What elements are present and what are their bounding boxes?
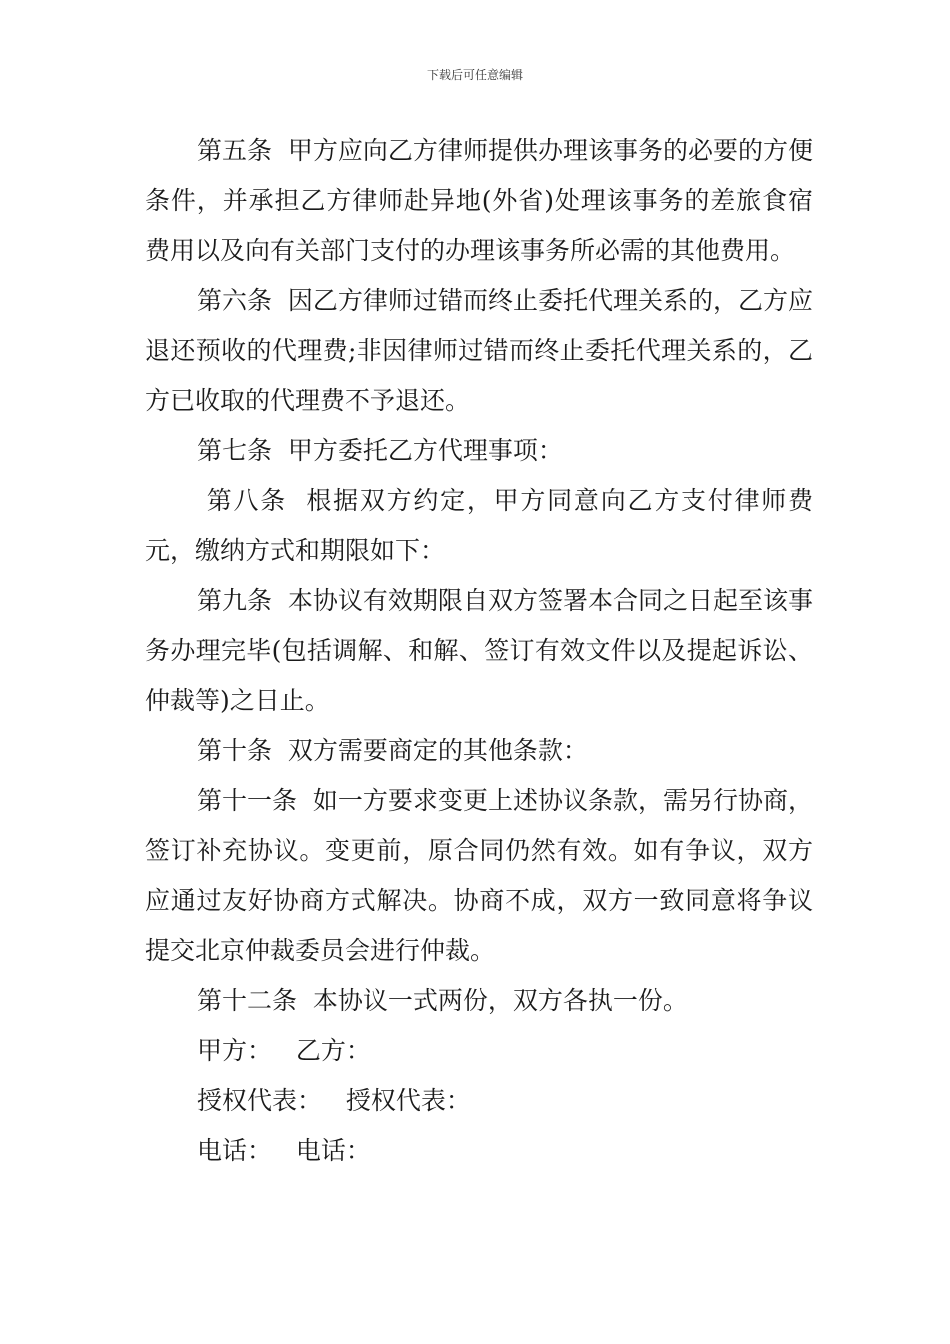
- clause-12: 第十二条 本协议一式两份，双方各执一份。: [197, 986, 688, 1015]
- clause-8: 第八条 根据双方约定，甲方同意向乙方支付律师费元，缴纳方式和期限如下：: [145, 486, 813, 565]
- clause-9: 第九条 本协议有效期限自双方签署本合同之日起至该事务办理完毕(包括调解、和解、签订有效文件以及提起诉讼、仲裁等)之日止。: [145, 586, 813, 715]
- signature-party-line: 甲方： 乙方：: [197, 1036, 371, 1065]
- clause-11: 第十一条 如一方要求变更上述协议条款，需另行协商，签订补充协议。变更前，原合同仍然有效。如有争议，双方应通过友好协商方式解决。协商不成，双方一致同意将争议提交北京仲裁委员会进行仲裁。: [145, 786, 813, 965]
- signature-phone-line: 电话： 电话：: [197, 1136, 371, 1165]
- header-note: 下载后可任意编辑: [426, 68, 523, 82]
- clause-6: 第六条 因乙方律师过错而终止委托代理关系的，乙方应退还预收的代理费;非因律师过错而终止委托代理关系的，乙方已收取的代理费不予退还。: [145, 286, 813, 415]
- clause-10: 第十条 双方需要商定的其他条款：: [197, 736, 588, 765]
- document-body: [145, 126, 813, 1176]
- clause-5: 第五条 甲方应向乙方律师提供办理该事务的必要的方便条件，并承担乙方律师赴异地(外省)处理该事务的差旅食宿费用以及向有关部门支付的办理该事务所必需的其他费用。: [145, 136, 813, 265]
- clause-7: 第七条 甲方委托乙方代理事项：: [197, 436, 563, 465]
- signature-representative-line: 授权代表： 授权代表：: [197, 1086, 471, 1115]
